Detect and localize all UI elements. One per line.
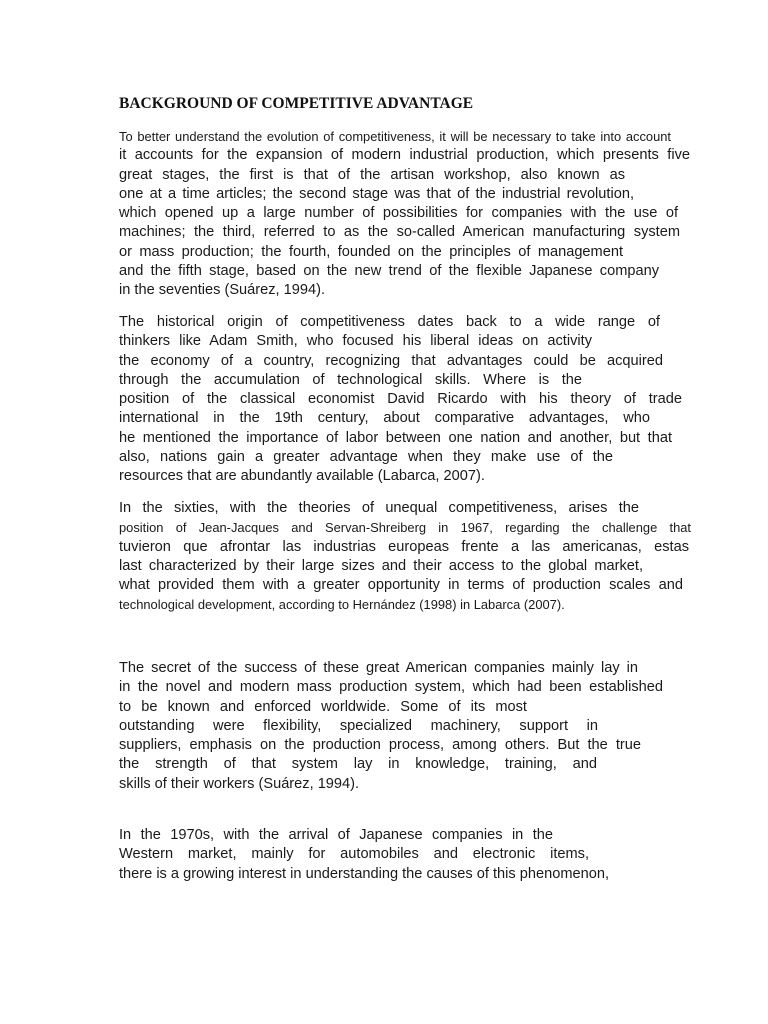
paragraph-line: The historical origin of competitiveness dates back to a wide range of xyxy=(119,314,660,330)
paragraph-line: the economy of a country, recognizing that advantages could be acquired xyxy=(119,352,663,369)
paragraph-line: one at a time articles; the second stage was that of the industrial revolution, xyxy=(119,185,634,202)
paragraph-line: tuvieron que afrontar las industrias europeas frente a las americanas, estas xyxy=(119,538,689,555)
paragraph-line: in the seventies (Suárez, 1994). xyxy=(119,282,326,299)
paragraph-line: In the 1970s, with the arrival of Japanese companies in the xyxy=(119,827,553,843)
paragraph-line: to be known and enforced worldwide. Some of its most xyxy=(119,698,527,715)
paragraph-2 xyxy=(119,313,682,487)
paragraph-line: the strength of that system lay in knowledge, training, and xyxy=(119,756,597,773)
paragraph-line: international in the 19th century, about comparative advantages, who xyxy=(119,410,650,427)
paragraph-line: suppliers, emphasis on the production process, among others. But the true xyxy=(119,737,641,754)
paragraph-line: it accounts for the expansion of modern industrial production, which presents five xyxy=(119,147,690,164)
paragraph-line: there is a growing interest in understanding the causes of this phenomenon, xyxy=(119,865,610,882)
paragraph-line: or mass production; the fourth, founded on the principles of management xyxy=(119,243,623,260)
paragraph-line: and the fifth stage, based on the new trend of the flexible Japanese company xyxy=(119,263,659,280)
document-title: BACKGROUND OF COMPETITIVE ADVANTAGE xyxy=(119,95,474,112)
paragraph-line: which opened up a large number of possibilities for companies with the use of xyxy=(119,205,678,222)
paragraph-line: The secret of the success of these great American companies mainly lay in xyxy=(119,660,638,676)
paragraph-line: In the sixties, with the theories of unequal competitiveness, arises the xyxy=(119,500,639,516)
paragraph-line: technological development, according to Hernández (1998) in Labarca (2007). xyxy=(119,597,565,613)
paragraph-line: also, nations gain a greater advantage when they make use of the xyxy=(119,449,613,466)
paragraph-1 xyxy=(119,127,690,301)
paragraph-4 xyxy=(119,659,663,794)
paragraph-line: in the novel and modern mass production system, which had been established xyxy=(119,679,663,696)
paragraph-line: skills of their workers (Suárez, 1994). xyxy=(119,775,360,792)
paragraph-line: what provided them with a greater opportunity in terms of production scales and xyxy=(119,577,683,594)
paragraph-line: he mentioned the importance of labor between one nation and another, but that xyxy=(119,429,672,446)
paragraph-line: thinkers like Adam Smith, who focused his liberal ideas on activity xyxy=(119,333,592,350)
paragraph-5 xyxy=(119,826,609,884)
paragraph-line: last characterized by their large sizes and their access to the global market, xyxy=(119,557,643,574)
paragraph-line: To better understand the evolution of competitiveness, it will be necessary to take into account xyxy=(119,129,671,144)
paragraph-line: great stages, the first is that of the artisan workshop, also known as xyxy=(119,166,625,183)
paragraph-line: Western market, mainly for automobiles and electronic items, xyxy=(119,846,589,863)
paragraph-line: resources that are abundantly available (Labarca, 2007). xyxy=(119,468,485,485)
paragraph-line: position of the classical economist David Ricardo with his theory of trade xyxy=(119,391,682,408)
paragraph-line: through the accumulation of technological skills. Where is the xyxy=(119,371,582,388)
paragraph-line: position of Jean-Jacques and Servan-Shreiberg in 1967, regarding the challenge that xyxy=(119,520,691,536)
paragraph-line: machines; the third, referred to as the so-called American manufacturing system xyxy=(119,224,680,241)
paragraph-line: outstanding were flexibility, specialized machinery, support in xyxy=(119,717,598,734)
paragraph-3 xyxy=(119,499,691,615)
